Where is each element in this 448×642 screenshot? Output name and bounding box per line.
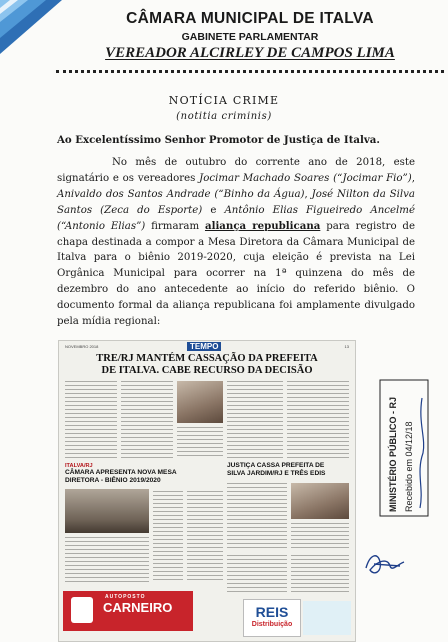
- article-text: [187, 491, 223, 583]
- article-text: [291, 523, 349, 549]
- left-article-head-1: CÂMARA APRESENTA NOVA MESA: [65, 469, 177, 476]
- stamp-initials: [420, 398, 424, 508]
- document-title: NOTÍCIA CRIME: [168, 94, 280, 107]
- name-jose-nilton: José Nilton da Silva Santos (Zeca do Esporte): [57, 188, 416, 216]
- chamber-logo-icon: [0, 0, 62, 54]
- fuel-pump-icon: [71, 597, 93, 623]
- chamber-name: CÂMARA MUNICIPAL DE ITALVA: [126, 10, 374, 27]
- signature: [360, 548, 412, 580]
- receipt-stamp: [378, 378, 430, 518]
- stamp-institution: MINISTÉRIO PÚBLICO - RJ: [388, 396, 398, 512]
- clip-masthead: TEMPO: [187, 342, 221, 351]
- clip-date: NOVEMBRO 2018: [65, 344, 99, 349]
- newspaper-clipping: [58, 340, 356, 642]
- mayor-photo: [177, 381, 223, 423]
- article-text: [291, 555, 349, 595]
- article-text: [227, 483, 287, 549]
- name-anivaldo: Anivaldo dos Santos Andrade (“Binho da Água): [57, 188, 305, 200]
- stamp-received-date: Recebido em 04/12/18: [404, 421, 414, 512]
- header-divider: [56, 70, 444, 73]
- article-text: [153, 491, 183, 583]
- article-text: [227, 381, 283, 459]
- section-city: ITALVA/RJ: [65, 463, 93, 469]
- office-name: GABINETE PARLAMENTAR: [181, 31, 319, 43]
- clip-page: 13: [344, 344, 349, 349]
- article-text: [287, 381, 349, 459]
- document-subtitle: (notitia criminis): [176, 111, 272, 122]
- body-paragraph: No mês de outubro do corrente ano de 2018, este signatário e os vereadores Jocimar Machado Soares (“Jocimar Fio”), Anivaldo dos Santos Andrade (“Binho da Água), José Nilton da Silva Santos (Zeca do Esporte) e Antônio Elias Figueiredo Ancelmé (“Antonio Elias”) firmaram aliança republicana para registro de chapa destinada a compor a Mesa Diretora da Câmara Municipal de Italva para o biênio 2019-2020, cuja eleição é prevista na Lei Orgânica Municipal para ocorrer na 1ª quinzena do mês de dezembro do ano antecedente ao início do referido biênio. O documento formal da aliança republicana foi amplamente divulgado pela mídia regional:: [57, 157, 416, 328]
- article-text: [227, 555, 287, 595]
- alliance-term: aliança republicana: [204, 219, 321, 232]
- side-ad: [303, 601, 351, 635]
- article-text: [65, 537, 149, 585]
- name-antonio-elias: Antônio Elias Figueiredo Ancelmé (“Antonio Elias”): [57, 204, 415, 232]
- article-text: [65, 381, 117, 459]
- autoposto-carneiro-ad: AUTOPOSTO CARNEIRO: [63, 591, 193, 631]
- clip-headline-2: DE ITALVA. CABE RECURSO DA DECISÃO: [101, 365, 313, 376]
- article-text: [121, 381, 173, 459]
- clip-headline-1: TRE/RJ MANTÉM CASSAÇÃO DA PREFEITA: [96, 353, 318, 364]
- portrait-photo: [291, 483, 349, 519]
- article-text: [177, 427, 223, 459]
- letterhead: [60, 10, 440, 62]
- name-jocimar: Jocimar Machado Soares (“Jocimar Fio”): [199, 172, 412, 184]
- reis-distribuicao-ad: REIS Distribuição: [243, 599, 301, 637]
- right-article-head-1: JUSTIÇA CASSA PREFEITA DE: [227, 462, 325, 469]
- right-article-head-2: SILVA JARDIM/RJ E TRÊS EDIS: [227, 470, 326, 477]
- council-group-photo: [65, 489, 149, 533]
- left-article-head-2: DIRETORA - BIÊNIO 2019/2020: [65, 477, 161, 484]
- addressee: Ao Excelentíssimo Senhor Promotor de Justiça de Italva.: [57, 134, 380, 146]
- councilor-name: VEREADOR ALCIRLEY DE CAMPOS LIMA: [105, 45, 395, 61]
